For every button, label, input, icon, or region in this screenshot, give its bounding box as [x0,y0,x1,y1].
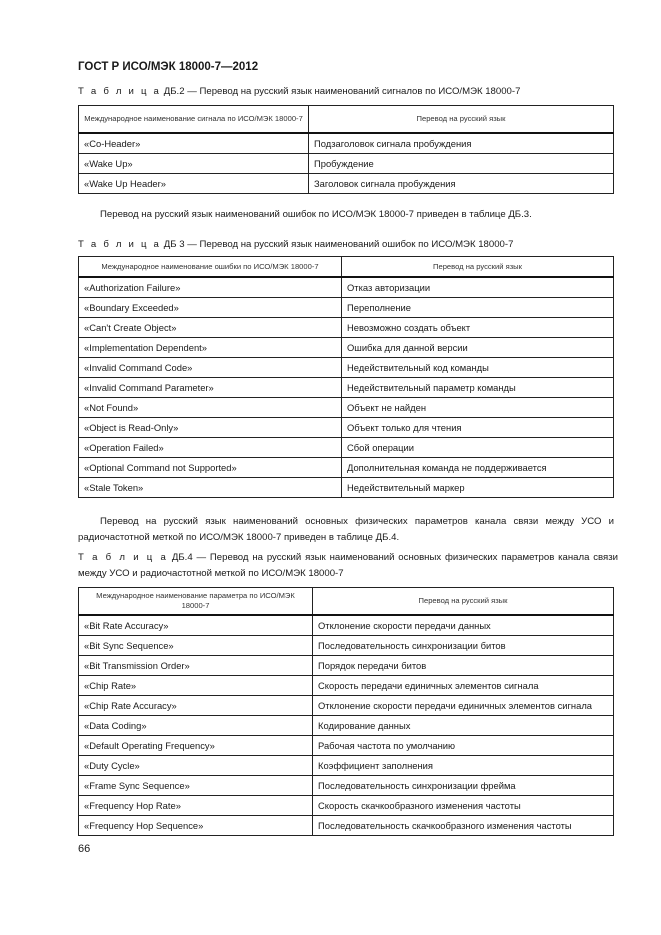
table-row [79,755,614,775]
translation-cell: Последовательность синхронизации битов [313,635,614,655]
paragraph-parameters: Перевод на русский язык наименований основных физических параметров канала связи между УСО и радиочастотной меткой по ИСО/МЭК 18000-7 приведен в таблице ДБ.4. [78,516,614,543]
table-row [79,615,614,636]
table-row [79,398,614,418]
international-name-cell: «Default Operating Frequency» [79,735,313,755]
table-row [79,173,614,193]
international-name-cell: «Not Found» [79,398,342,418]
table-row [79,635,614,655]
translation-cell: Заголовок сигнала пробуждения [309,173,614,193]
table-row [79,715,614,735]
table-row [79,338,614,358]
international-name-cell: «Chip Rate» [79,675,313,695]
table-row [79,655,614,675]
table-row [79,298,614,318]
table-row [79,438,614,458]
international-name-cell: «Bit Sync Sequence» [79,635,313,655]
international-name-cell: «Optional Command not Supported» [79,458,342,478]
international-name-cell: «Duty Cycle» [79,755,313,775]
table-db2 [78,105,614,194]
table-row [79,675,614,695]
table-row [79,153,614,173]
international-name-cell: «Object is Read-Only» [79,418,342,438]
translation-cell: Коэффициент заполнения [313,755,614,775]
table-row [79,775,614,795]
translation-cell: Невозможно создать объект [342,318,614,338]
table-row [79,735,614,755]
international-name-cell: «Co-Header» [79,133,309,154]
translation-cell: Последовательность скачкообразного изменения частоты [313,815,614,835]
international-name-cell: «Wake Up» [79,153,309,173]
table-row [79,478,614,498]
table-db3 [78,256,614,498]
translation-cell: Подзаголовок сигнала пробуждения [309,133,614,154]
table-caption-db4 [78,550,618,582]
caption-label: Т а б л и ц а [78,86,162,97]
table-caption-db2 [78,84,618,100]
international-name-cell: «Stale Token» [79,478,342,498]
international-name-cell: «Chip Rate Accuracy» [79,695,313,715]
translation-cell: Скорость скачкообразного изменения частоты [313,795,614,815]
column-header-translation: Перевод на русский язык [309,106,614,133]
table-caption-db3 [78,237,618,253]
translation-cell: Отказ авторизации [342,277,614,298]
international-name-cell: «Authorization Failure» [79,277,342,298]
table-row [79,795,614,815]
document-header: ГОСТ Р ИСО/МЭК 18000-7—2012 [78,61,259,73]
international-name-cell: «Bit Rate Accuracy» [79,615,313,636]
column-header-translation: Перевод на русский язык [342,257,614,278]
translation-cell: Объект не найден [342,398,614,418]
table-row [79,277,614,298]
translation-cell: Последовательность синхронизации фрейма [313,775,614,795]
translation-cell: Скорость передачи единичных элементов сигнала [313,675,614,695]
page-number: 66 [78,843,91,855]
table-row [79,318,614,338]
translation-cell: Сбой операции [342,438,614,458]
table-row [79,695,614,715]
translation-cell: Объект только для чтения [342,418,614,438]
caption-label: Т а б л и ц а [78,239,162,250]
caption-title: ДБ 3 — Перевод на русский язык наименований ошибок по ИСО/МЭК 18000-7 [161,239,514,250]
international-name-cell: «Boundary Exceeded» [79,298,342,318]
translation-cell: Недействительный маркер [342,478,614,498]
translation-cell: Кодирование данных [313,715,614,735]
table-row [79,458,614,478]
international-name-cell: «Invalid Command Parameter» [79,378,342,398]
caption-label: Т а б л и ц а [78,552,169,563]
translation-cell: Отклонение скорости передачи единичных элементов сигнала [313,695,614,715]
international-name-cell: «Invalid Command Code» [79,358,342,378]
caption-title: ДБ.2 — Перевод на русский язык наименований сигналов по ИСО/МЭК 18000-7 [161,86,521,97]
translation-cell: Переполнение [342,298,614,318]
international-name-cell: «Wake Up Header» [79,173,309,193]
translation-cell: Недействительный параметр команды [342,378,614,398]
table-row [79,358,614,378]
translation-cell: Недействительный код команды [342,358,614,378]
table-row [79,133,614,154]
international-name-cell: «Data Coding» [79,715,313,735]
paragraph-errors: Перевод на русский язык наименований ошибок по ИСО/МЭК 18000-7 приведен в таблице ДБ.3. [100,209,532,220]
translation-cell: Отклонение скорости передачи данных [313,615,614,636]
translation-cell: Порядок передачи битов [313,655,614,675]
table-row [79,378,614,398]
international-name-cell: «Operation Failed» [79,438,342,458]
column-header-international: Международное наименование ошибки по ИСО/МЭК 18000-7 [79,257,342,278]
translation-cell: Пробуждение [309,153,614,173]
international-name-cell: «Frequency Hop Sequence» [79,815,313,835]
international-name-cell: «Frame Sync Sequence» [79,775,313,795]
translation-cell: Рабочая частота по умолчанию [313,735,614,755]
international-name-cell: «Can't Create Object» [79,318,342,338]
table-row [79,418,614,438]
table-db4 [78,587,614,836]
translation-cell: Дополнительная команда не поддерживается [342,458,614,478]
international-name-cell: «Frequency Hop Rate» [79,795,313,815]
table-row [79,815,614,835]
column-header-international: Международное наименование параметра по ИСО/МЭК 18000-7 [79,588,313,615]
column-header-international: Международное наименование сигнала по ИСО/МЭК 18000-7 [79,106,309,133]
international-name-cell: «Implementation Dependent» [79,338,342,358]
column-header-translation: Перевод на русский язык [313,588,614,615]
translation-cell: Ошибка для данной версии [342,338,614,358]
international-name-cell: «Bit Transmission Order» [79,655,313,675]
caption-title: ДБ.4 — Перевод на русский язык наименований основных физических параметров канала связи между УСО и радиочастотной меткой по ИСО/МЭК 18000-7 [78,552,618,579]
